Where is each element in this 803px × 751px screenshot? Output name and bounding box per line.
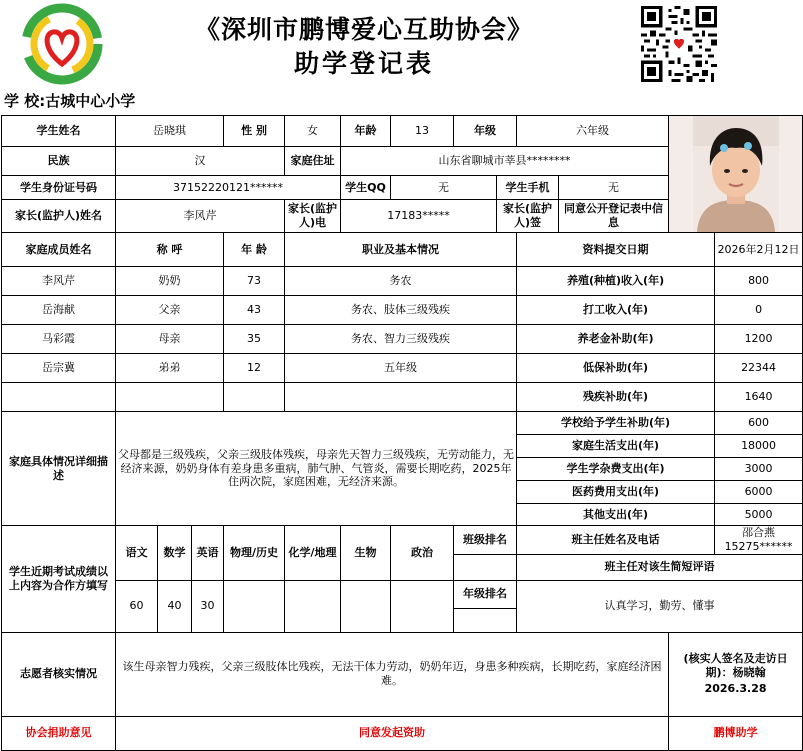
class-rank-label: 班级排名	[454, 526, 517, 555]
member-age: 43	[224, 296, 285, 325]
school-label: 学 校:	[4, 92, 46, 110]
table-row	[2, 267, 803, 296]
address-label: 家庭住址	[285, 147, 341, 176]
opinion-value: 同意发起资助	[116, 716, 669, 750]
subject-header: 生物	[341, 526, 391, 581]
income-value: 0	[715, 296, 803, 325]
guardian-name-label: 家长(监护人)姓名	[2, 200, 116, 233]
expense-value: 5000	[715, 504, 803, 526]
submit-date-label: 资料提交日期	[517, 233, 715, 267]
guardian-sign-label: 家长(监护人)签	[497, 200, 559, 233]
header	[0, 0, 728, 86]
scores-label: 学生近期考试成绩以上内容为合作方填写	[2, 526, 116, 633]
member-relation: 母亲	[116, 325, 224, 354]
school-name: 古城中心小学	[45, 92, 136, 110]
situation-label: 家庭具体情况详细描述	[2, 412, 116, 526]
teacher-label: 班主任姓名及电话	[517, 526, 715, 555]
teacher-phone: 15275******	[724, 539, 793, 553]
opinion-label: 协会捐助意见	[2, 716, 116, 750]
situation-text: 父母都是三级残疾，父亲三级肢体残疾，母亲先天智力三级残疾，无劳动能力，无经济来源，奶奶身体有差身患多重病，肺气肿、气管炎，需要长期吃药，2025年住两次院，家庭困难，无经济来源。	[116, 412, 517, 526]
member-occupation-empty	[285, 383, 517, 412]
expense-label: 学校给予学生补助(年)	[517, 412, 715, 435]
verification-date: 2026.3.28	[704, 681, 767, 695]
income-value: 1640	[715, 383, 803, 412]
income-label: 残疾补助(年)	[517, 383, 715, 412]
student-photo	[669, 116, 803, 233]
guardian-phone: 17183*****	[341, 200, 497, 233]
teacher-name: 邵合燕	[742, 526, 776, 539]
family-age-header: 年 龄	[224, 233, 285, 267]
member-name: 岳海献	[2, 296, 116, 325]
member-relation-empty	[116, 383, 224, 412]
member-occupation: 五年级	[285, 354, 517, 383]
verifier-cell	[669, 632, 803, 716]
expense-label: 家庭生活支出(年)	[517, 435, 715, 458]
score-value: 30	[192, 580, 224, 632]
guardian-name: 李风芹	[116, 200, 285, 233]
grade-rank-label: 年级排名	[454, 580, 517, 608]
subject-header: 物理/历史	[224, 526, 285, 581]
member-name: 李风芹	[2, 267, 116, 296]
member-relation: 父亲	[116, 296, 224, 325]
ethnicity-label: 民族	[2, 147, 116, 176]
document-subtitle: 助学登记表	[293, 49, 434, 78]
score-value	[285, 580, 341, 632]
registration-form	[1, 115, 803, 751]
family-relation-header: 称 呼	[116, 233, 224, 267]
submit-date: 2026年2月12日	[715, 233, 803, 267]
income-value: 800	[715, 267, 803, 296]
family-name-header: 家庭成员姓名	[2, 233, 116, 267]
expense-value: 3000	[715, 458, 803, 481]
qq-value: 无	[391, 176, 497, 200]
grade-rank-value	[454, 608, 517, 632]
family-occupation-header: 职业及基本情况	[285, 233, 517, 267]
teacher-comment: 认真学习，勤劳、懂事	[517, 580, 803, 632]
member-age: 35	[224, 325, 285, 354]
teacher-comment-label: 班主任对该生简短评语	[517, 554, 803, 580]
class-rank-value	[454, 554, 517, 580]
brand-label: 鹏博助学	[669, 716, 803, 750]
expense-value: 6000	[715, 481, 803, 504]
income-value: 1200	[715, 325, 803, 354]
id-value: 37152220121******	[116, 176, 341, 200]
income-label: 养老金补助(年)	[517, 325, 715, 354]
student-photo-image	[693, 116, 779, 232]
id-label: 学生身份证号码	[2, 176, 116, 200]
expense-label: 医药费用支出(年)	[517, 481, 715, 504]
score-value	[391, 580, 454, 632]
subject-header: 语文	[116, 526, 158, 581]
member-name: 马彩霞	[2, 325, 116, 354]
member-name: 岳宗冀	[2, 354, 116, 383]
score-value: 40	[158, 580, 192, 632]
table-row	[2, 383, 803, 412]
table-row	[2, 354, 803, 383]
member-occupation: 务农、肢体三级残疾	[285, 296, 517, 325]
gender-label: 性 别	[224, 116, 285, 147]
score-value	[341, 580, 391, 632]
expense-value: 18000	[715, 435, 803, 458]
expense-label: 学生学杂费支出(年)	[517, 458, 715, 481]
grade-value: 六年级	[517, 116, 669, 147]
member-relation: 奶奶	[116, 267, 224, 296]
expense-label: 其他支出(年)	[517, 504, 715, 526]
table-row	[2, 325, 803, 354]
score-value	[224, 580, 285, 632]
student-name: 岳晓琪	[116, 116, 224, 147]
member-age: 12	[224, 354, 285, 383]
income-label: 低保补助(年)	[517, 354, 715, 383]
member-name-empty	[2, 383, 116, 412]
grade-label: 年级	[454, 116, 517, 147]
member-occupation: 务农、智力三级残疾	[285, 325, 517, 354]
gender-value: 女	[285, 116, 341, 147]
score-value: 60	[116, 580, 158, 632]
member-age-empty	[224, 383, 285, 412]
subject-header: 政治	[391, 526, 454, 581]
guardian-phone-label: 家长(监护人)电	[285, 200, 341, 233]
verification-label: 志愿者核实情况	[2, 632, 116, 716]
expense-value: 600	[715, 412, 803, 435]
guardian-consent: 同意公开登记表中信息	[559, 200, 669, 233]
verifier-signature: (核实人签名及走访日期)：杨晓翰	[683, 652, 788, 680]
phone-value: 无	[559, 176, 669, 200]
ethnicity-value: 汉	[116, 147, 285, 176]
member-relation: 弟弟	[116, 354, 224, 383]
income-label: 打工收入(年)	[517, 296, 715, 325]
subject-header: 数学	[158, 526, 192, 581]
qr-code-icon	[641, 6, 717, 82]
subject-header: 英语	[192, 526, 224, 581]
member-age: 73	[224, 267, 285, 296]
age-value: 13	[391, 116, 454, 147]
table-row	[2, 296, 803, 325]
income-value: 22344	[715, 354, 803, 383]
phone-label: 学生手机	[497, 176, 559, 200]
document-title: 《深圳市鹏博爱心互助协会》	[194, 15, 533, 44]
qq-label: 学生QQ	[341, 176, 391, 200]
student-name-label: 学生姓名	[2, 116, 116, 147]
subject-header: 化学/地理	[285, 526, 341, 581]
address-value: 山东省聊城市莘县********	[341, 147, 669, 176]
verification-text: 该生母亲智力残疾，父亲三级肢体比残疾，无法干体力劳动，奶奶年迈，身患多种疾病，长期吃药，家庭经济困难。	[116, 632, 669, 716]
age-label: 年龄	[341, 116, 391, 147]
income-label: 养殖(种植)收入(年)	[517, 267, 715, 296]
member-occupation: 务农	[285, 267, 517, 296]
school-line	[4, 90, 135, 111]
teacher-contact	[715, 526, 803, 555]
